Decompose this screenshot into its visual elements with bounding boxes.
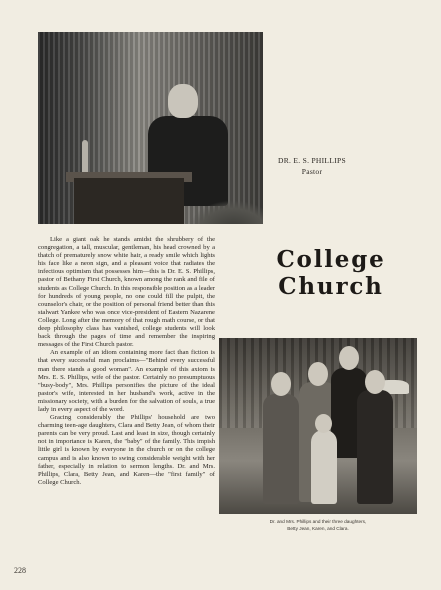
- person-figure: [263, 394, 299, 504]
- pastor-role: Pastor: [301, 167, 323, 176]
- family-caption-line-1: Dr. and Mrs. Phillips and their three daughters,: [269, 519, 367, 524]
- family-photo: [219, 338, 417, 514]
- pastor-photo: [38, 32, 263, 224]
- page-title: [256, 246, 406, 300]
- page-number: 228: [14, 566, 26, 575]
- plant: [188, 200, 263, 224]
- pastor-name: DR. E. S. PHILLIPS: [278, 156, 346, 165]
- paragraph: Like a giant oak he stands amidst the shrubbery of the congregation, a tall, muscular, gentleman, his head crowned by a thatch of prematurely snow white hair, a ready smile which lights his face like a neon sign, and a pleasant voice that radiates the infectious optimism that possesses him—this is Dr. E. S. Phillips, pastor of Bethany First Church, known among the rank and file of students as College Church. In this responsible position as a leader for hundreds of young people, no one could fill the pulpit, the counselor's chair, or the position of personal friend better than this stalwart Yankee who was once vice-president of Eastern Nazarene College. Long after the memory of that rough math course, or that deep philosophy class has vanished, college students will look back through the pages of time and remember the inspiring messages of the First Church pastor.: [38, 236, 215, 349]
- title-line-2: Church: [278, 273, 384, 300]
- person-head: [308, 362, 328, 386]
- person-head: [271, 372, 291, 396]
- paragraph: Gracing considerably the Phillips' household are two charming teen-age daughters, Clara and Betty Jean, of whom their parents can be very proud. Last and least in size, though certainly not in importance is Karen, the "baby" of the family. This impish little girl is known by everyone in the church or on the college campus and is also known to swing considerable weight with her father, especially in relation to sermon lengths. Dr. and Mrs. Phillips, Clara, Betty Jean, and Karen—the "first family" of College Church.: [38, 414, 215, 486]
- paragraph: An example of an idiom containing more fact than fiction is that every successful man proclaims—"Behind every successful man there stands a good woman". An example of this axiom is Mrs. E. S. Phillips, wife of the pastor. Certainly no presumptuous "busy-body", Mrs. Phillips personifies the picture of the ideal pastor's wife, interested in her husband's work, active in the missionary society, with a burden for the salvation of souls, a true lady in every aspect of the word.: [38, 349, 215, 413]
- article-body: [38, 236, 215, 571]
- pastor-caption: [262, 155, 362, 177]
- family-caption: [219, 518, 417, 532]
- person-head: [315, 414, 332, 433]
- microphone: [82, 140, 88, 176]
- title-line-1: College: [276, 246, 386, 273]
- family-caption-line-2: Betty Jean, Karen, and Clara.: [287, 526, 349, 531]
- pastor-head: [168, 84, 198, 118]
- person-head: [339, 346, 359, 370]
- person-figure: [311, 430, 337, 504]
- person-figure: [357, 390, 393, 504]
- pulpit: [74, 178, 184, 224]
- person-head: [365, 370, 385, 394]
